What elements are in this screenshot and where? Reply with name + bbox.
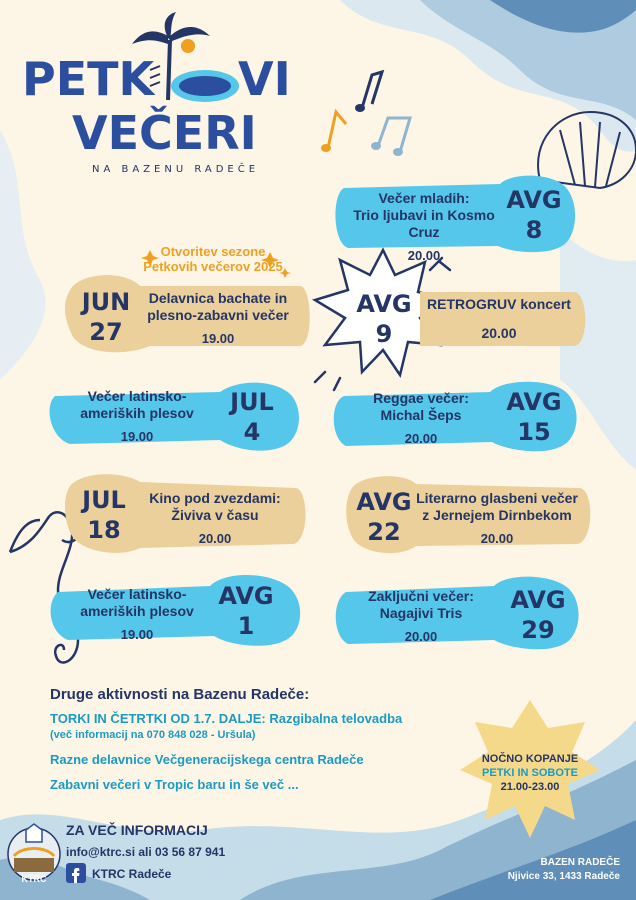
- event-month: AVG: [218, 582, 274, 610]
- other-item-exercise-note: (več informacij na 070 848 028 - Uršula): [50, 729, 256, 741]
- event-month: AVG: [356, 488, 412, 516]
- event-month: AVG: [506, 388, 562, 416]
- event-time: 19.00: [201, 331, 235, 346]
- opening-line1: Otvoritev sezone: [160, 244, 266, 259]
- event-title-line2: plesno-zabavni večer: [147, 307, 289, 323]
- event-title-line1: Večer latinsko-: [87, 586, 187, 602]
- opening-note: [128, 244, 298, 274]
- night-swim-hours: 21.00-23.00: [500, 781, 560, 793]
- event-time: 19.00: [120, 627, 154, 642]
- subtitle: NA BAZENU RADEČE: [92, 164, 260, 175]
- event-date-jul18: [74, 488, 134, 542]
- other-heading: Druge aktivnosti na Bazenu Radeče:: [50, 686, 310, 703]
- event-time: 20.00: [480, 531, 514, 546]
- event-month: AVG: [510, 586, 566, 614]
- event-date-avg8: [504, 188, 564, 242]
- event-date-avg22: [354, 490, 414, 544]
- event-day: 4: [243, 418, 261, 446]
- event-day: 29: [521, 616, 555, 644]
- event-time: 20.00: [404, 431, 438, 446]
- event-time: 19.00: [120, 429, 154, 444]
- event-title-line1: Zaključni večer:: [368, 588, 474, 604]
- event-day: 22: [367, 518, 401, 546]
- music-notes: [321, 72, 410, 156]
- event-month: AVG: [506, 186, 562, 214]
- event-title-line2: ameriških plesov: [80, 603, 194, 619]
- event-day: 27: [89, 318, 123, 346]
- facebook-link[interactable]: KTRC Radeče: [92, 867, 172, 881]
- night-swim-title: NOČNO KOPANJE: [481, 753, 579, 765]
- footer-venue: BAZEN RADEČE: [540, 857, 620, 868]
- event-title-line1: RETROGRUV koncert: [427, 296, 571, 312]
- event-day: 18: [87, 516, 121, 544]
- event-title-line1: Reggae večer:: [373, 390, 469, 406]
- ktrc-logo-label: KTRC: [21, 874, 47, 884]
- event-info-jul18: [140, 490, 290, 546]
- event-info-jul4: [62, 388, 212, 444]
- contact-email-phone[interactable]: info@ktrc.si ali 03 56 87 941: [66, 845, 226, 859]
- event-info-avg22: [412, 490, 582, 546]
- event-month: JUN: [81, 288, 131, 316]
- title-line1-left: PETK: [22, 52, 155, 106]
- opening-line2: Petkovih večerov 2025: [143, 259, 283, 274]
- night-swim: [470, 752, 590, 794]
- contact-heading: ZA VEČ INFORMACIJ: [66, 822, 208, 838]
- event-info-jun27: [138, 290, 298, 346]
- event-title-line1: Delavnica bachate in: [148, 290, 288, 306]
- event-title-line2: ameriških plesov: [80, 405, 194, 421]
- event-info-avg29: [346, 588, 496, 644]
- event-title-line1: Večer latinsko-: [87, 388, 187, 404]
- event-time: 20.00: [198, 531, 232, 546]
- event-day: 1: [237, 612, 255, 640]
- event-info-avg15: [346, 390, 496, 446]
- title-line2: VEČERI: [72, 106, 257, 160]
- event-info-avg9: [424, 296, 574, 341]
- event-time: 20.00: [407, 248, 441, 263]
- event-date-jul4: [222, 390, 282, 444]
- other-item-workshops: Razne delavnice Večgeneracijskega centra Radeče: [50, 752, 364, 767]
- facebook-icon: [66, 863, 86, 883]
- event-title-line1: Večer mladih:: [378, 190, 470, 206]
- event-day: 9: [375, 320, 393, 348]
- night-swim-days: PETKI IN SOBOTE: [482, 767, 578, 779]
- title-line1-right: VI: [238, 52, 291, 106]
- event-time: 20.00: [481, 325, 517, 341]
- event-date-avg15: [504, 390, 564, 444]
- wave-left: [0, 130, 45, 380]
- event-date-avg1: [216, 584, 276, 638]
- event-month: JUL: [82, 486, 126, 514]
- event-month: AVG: [356, 290, 412, 318]
- event-title-line1: Literarno glasbeni večer: [416, 490, 578, 506]
- event-title-line2: z Jernejem Dirnbekom: [422, 507, 572, 523]
- event-time: 20.00: [404, 629, 438, 644]
- event-title-line2: Nagajivi Tris: [379, 605, 463, 621]
- other-item-tropic-bar: Zabavni večeri v Tropic baru in še več ...: [50, 777, 299, 792]
- event-day: 15: [517, 418, 551, 446]
- event-date-jun27: [76, 290, 136, 344]
- event-info-avg1: [62, 586, 212, 642]
- event-month: JUL: [230, 388, 274, 416]
- event-title-line2: Trio ljubavi in Kosmo Cruz: [353, 207, 495, 240]
- event-title-line2: Živiva v času: [171, 507, 259, 523]
- event-day: 8: [525, 216, 543, 244]
- event-info-avg8: [336, 190, 512, 263]
- event-date-avg9: [354, 292, 414, 346]
- event-date-avg29: [508, 588, 568, 642]
- footer-street: Njivice 33, 1433 Radeče: [507, 871, 620, 882]
- other-item-exercise: TORKI IN ČETRTKI OD 1.7. DALJE: Razgibalna telovadba: [50, 711, 403, 726]
- event-title-line1: Kino pod zvezdami:: [149, 490, 281, 506]
- footer-address: [440, 856, 620, 884]
- event-title-line2: Michal Šeps: [380, 407, 462, 423]
